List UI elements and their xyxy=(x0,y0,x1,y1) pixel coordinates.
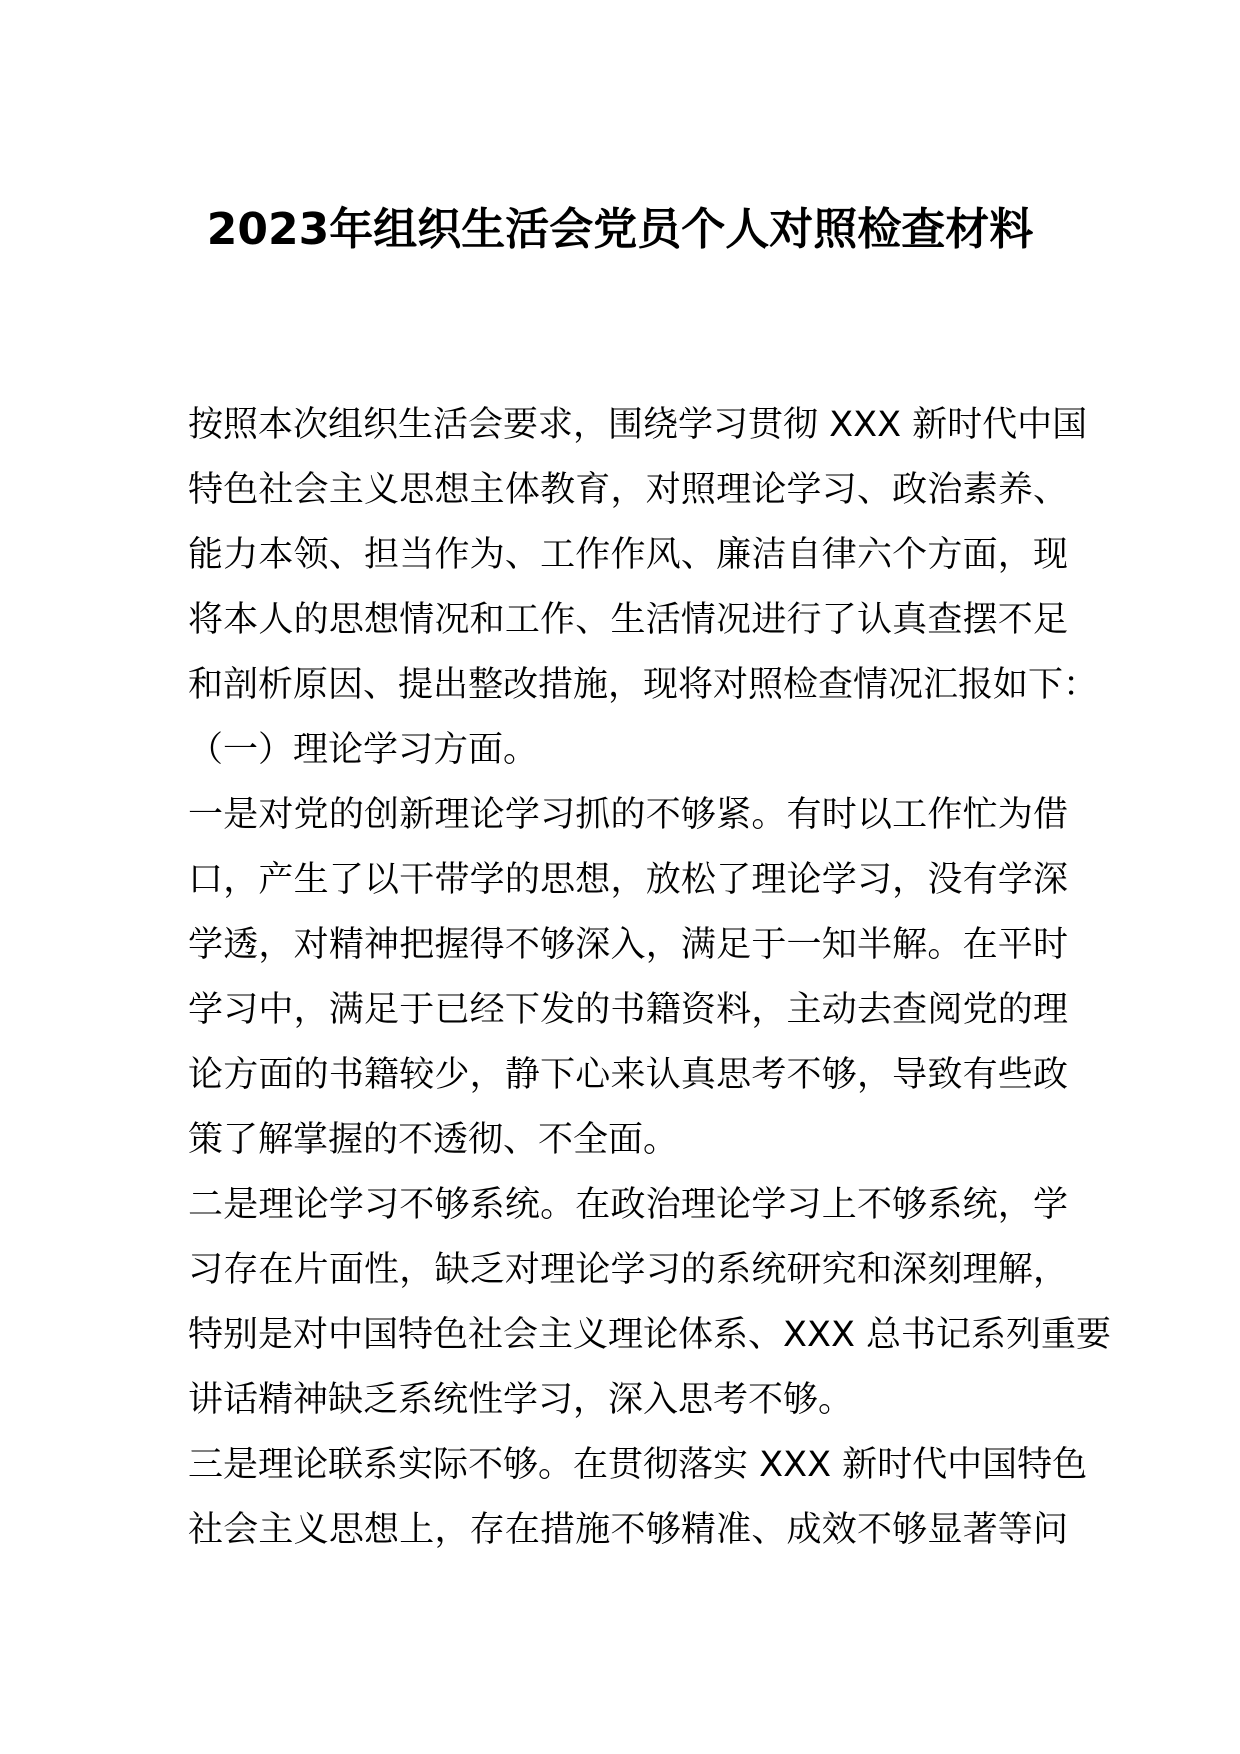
paragraph-line: 特别是对中国特色社会主义理论体系、XXX 总书记系列重要 xyxy=(188,1315,1112,1355)
paragraph-line: 能力本领、担当作为、工作作风、廉洁自律六个方面，现 xyxy=(188,535,1068,575)
section-heading: （一）理论学习方面。 xyxy=(188,730,539,770)
paragraph-line: 口，产生了以干带学的思想，放松了理论学习，没有学深 xyxy=(188,860,1068,900)
document-title: 2023年组织生活会党员个人对照检查材料 xyxy=(206,204,1034,255)
paragraph-line: 将本人的思想情况和工作、生活情况进行了认真查摆不足 xyxy=(188,600,1068,640)
document-body xyxy=(188,393,1112,1563)
paragraph-line: 特色社会主义思想主体教育，对照理论学习、政治素养、 xyxy=(188,470,1068,510)
paragraph-line: 三是理论联系实际不够。在贯彻落实 XXX 新时代中国特色 xyxy=(188,1445,1088,1485)
paragraph-line: 按照本次组织生活会要求，围绕学习贯彻 XXX 新时代中国 xyxy=(188,405,1088,445)
paragraph-line: 社会主义思想上，存在措施不够精准、成效不够显著等问 xyxy=(188,1510,1068,1550)
paragraph-line: 习存在片面性，缺乏对理论学习的系统研究和深刻理解， xyxy=(188,1250,1068,1290)
paragraph-line: 策了解掌握的不透彻、不全面。 xyxy=(188,1120,679,1160)
paragraph-line: 论方面的书籍较少，静下心来认真思考不够，导致有些政 xyxy=(188,1055,1068,1095)
paragraph-line: 二是理论学习不够系统。在政治理论学习上不够系统，学 xyxy=(188,1185,1068,1225)
paragraph-line: 和剖析原因、提出整改措施，现将对照检查情况汇报如下： xyxy=(188,665,1099,705)
paragraph-line: 学习中，满足于已经下发的书籍资料，主动去查阅党的理 xyxy=(188,990,1068,1030)
paragraph-line: 讲话精神缺乏系统性学习，深入思考不够。 xyxy=(188,1380,854,1420)
paragraph-line: 一是对党的创新理论学习抓的不够紧。有时以工作忙为借 xyxy=(188,795,1068,835)
paragraph-line: 学透，对精神把握得不够深入，满足于一知半解。在平时 xyxy=(188,925,1068,965)
